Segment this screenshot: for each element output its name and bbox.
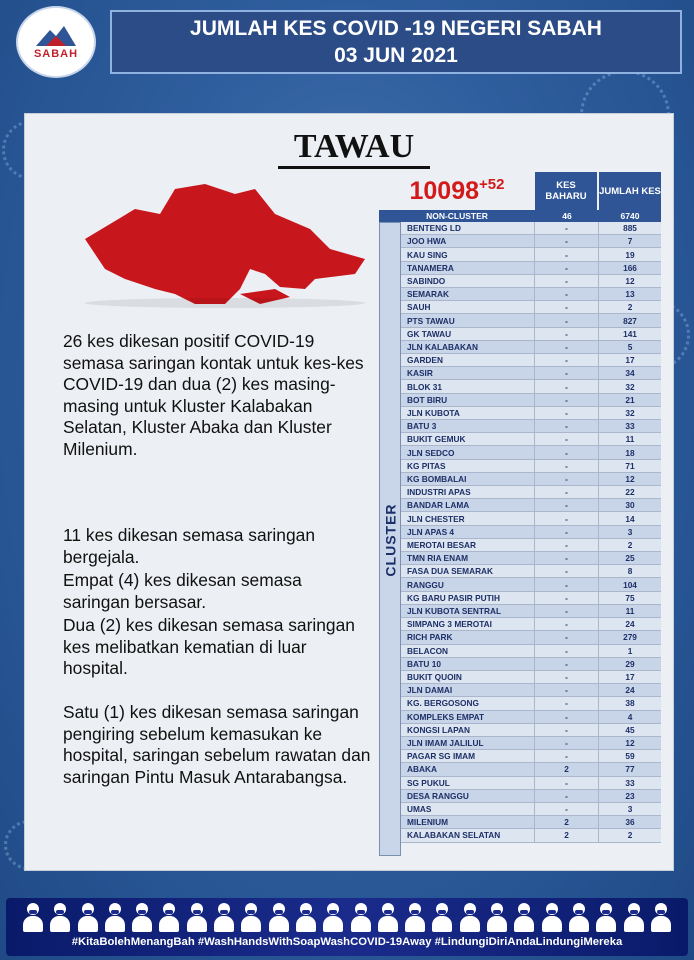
cluster-total: 279 — [623, 632, 637, 643]
cluster-new: - — [535, 341, 599, 353]
cluster-total: 885 — [623, 223, 637, 234]
cluster-total: 24 — [625, 685, 635, 696]
summary-paragraph: Empat (4) kes dikesan semasa saringan bersasar. — [63, 570, 302, 612]
table-row — [401, 288, 661, 301]
table-row — [401, 235, 661, 248]
cluster-new: - — [535, 658, 599, 670]
table-row — [401, 658, 661, 671]
cluster-new: - — [535, 288, 599, 300]
cluster-name: JLN APAS 4 — [401, 526, 535, 538]
cluster-name: TANAMERA — [401, 262, 535, 274]
person-icon — [623, 902, 645, 932]
cluster-new: - — [535, 499, 599, 511]
cluster-total: 19 — [625, 249, 635, 260]
table-row — [401, 222, 661, 235]
cluster-total: 12 — [625, 738, 635, 749]
cluster-new: - — [535, 433, 599, 445]
cluster-total: 59 — [625, 751, 635, 762]
person-icon — [104, 902, 126, 932]
person-icon — [459, 902, 481, 932]
table-row — [401, 446, 661, 459]
person-icon — [377, 902, 399, 932]
non-cluster-row — [379, 210, 661, 222]
person-icon — [186, 902, 208, 932]
cluster-total: 36 — [625, 817, 635, 828]
table-row — [401, 777, 661, 790]
table-row — [401, 512, 661, 525]
cluster-new: - — [535, 446, 599, 458]
cluster-name: SABINDO — [401, 275, 535, 287]
cluster-name: BATU 3 — [401, 420, 535, 432]
cluster-total: 38 — [625, 698, 635, 709]
footer-banner — [6, 898, 688, 956]
cluster-total: 11 — [625, 605, 635, 616]
table-row — [401, 552, 661, 565]
table-row — [401, 711, 661, 724]
cluster-new: - — [535, 790, 599, 802]
cluster-label: CLUSTER — [383, 503, 399, 577]
cluster-new: - — [535, 380, 599, 392]
people-illustration — [22, 902, 672, 934]
cluster-new: - — [535, 684, 599, 696]
cluster-name: BOT BIRU — [401, 394, 535, 406]
person-icon — [295, 902, 317, 932]
cluster-new: - — [535, 539, 599, 551]
person-icon — [158, 902, 180, 932]
cluster-new: - — [535, 367, 599, 379]
cluster-total: 166 — [623, 262, 637, 273]
sabah-logo — [16, 6, 96, 78]
table-row — [401, 724, 661, 737]
cluster-side-bar — [379, 222, 401, 856]
cluster-total: 25 — [625, 553, 635, 564]
table-row — [401, 499, 661, 512]
person-icon — [268, 902, 290, 932]
table-row — [401, 645, 661, 658]
person-icon — [77, 902, 99, 932]
cluster-new: - — [535, 724, 599, 736]
cluster-new: - — [535, 301, 599, 313]
cluster-new: - — [535, 750, 599, 762]
sabah-mountain-icon — [34, 24, 78, 48]
cluster-total: 12 — [625, 473, 635, 484]
cluster-name: JLN KUBOTA — [401, 407, 535, 419]
table-row — [401, 407, 661, 420]
new-count: +52 — [479, 176, 505, 193]
cluster-new: - — [535, 578, 599, 590]
person-icon — [513, 902, 535, 932]
cluster-name: ABAKA — [401, 763, 535, 775]
table-row — [401, 526, 661, 539]
cluster-table — [401, 222, 661, 843]
cluster-total: 13 — [625, 289, 635, 300]
cluster-name: BLOK 31 — [401, 380, 535, 392]
cluster-total: 17 — [625, 672, 635, 682]
cluster-total: 7 — [627, 236, 633, 247]
tawau-map-icon — [65, 179, 365, 309]
cluster-total: 29 — [625, 658, 635, 669]
cluster-name: JLN CHESTER — [401, 512, 535, 524]
cluster-total: 75 — [625, 592, 635, 603]
cluster-name: GARDEN — [401, 354, 535, 366]
cluster-total: 33 — [625, 777, 635, 788]
cluster-total: 8 — [627, 566, 633, 577]
cluster-new: - — [535, 777, 599, 789]
table-row — [401, 473, 661, 486]
cluster-new: - — [535, 618, 599, 630]
cluster-total: 45 — [625, 724, 635, 735]
cluster-name: KG BOMBALAI — [401, 473, 535, 485]
cluster-name: BATU 10 — [401, 658, 535, 670]
table-row — [401, 750, 661, 763]
cluster-total: 17 — [625, 355, 635, 366]
cluster-total: 22 — [625, 487, 635, 498]
cluster-new: 2 — [535, 763, 599, 775]
person-icon — [595, 902, 617, 932]
cluster-new: - — [535, 552, 599, 564]
person-icon — [22, 902, 44, 932]
page-header — [110, 10, 682, 74]
cluster-new: - — [535, 605, 599, 617]
cluster-total: 4 — [627, 711, 633, 722]
table-row — [401, 367, 661, 380]
cluster-total: 3 — [627, 526, 633, 537]
cluster-total: 21 — [625, 394, 635, 405]
cluster-new: - — [535, 354, 599, 366]
cluster-name: GK TAWAU — [401, 328, 535, 340]
cluster-name: BANDAR LAMA — [401, 499, 535, 511]
person-icon — [322, 902, 344, 932]
cluster-new: - — [535, 565, 599, 577]
cluster-new: - — [535, 248, 599, 260]
cluster-name: BUKIT QUOIN — [401, 671, 535, 683]
report-panel — [24, 113, 674, 871]
cluster-name: SEMARAK — [401, 288, 535, 300]
table-row — [401, 671, 661, 684]
cluster-total: 104 — [623, 579, 637, 590]
person-icon — [131, 902, 153, 932]
summary-paragraph: Satu (1) kes dikesan semasa saringan pengiring sebelum kemasukan ke hospital, saringan sebelum rawatan dan saringan Pintu Masuk Antarabangsa. — [63, 702, 371, 787]
table-row — [401, 605, 661, 618]
table-row — [401, 262, 661, 275]
table-row — [401, 816, 661, 829]
cluster-name: BENTENG LD — [401, 222, 535, 234]
cluster-name: TMN RIA ENAM — [401, 552, 535, 564]
report-date: 03 JUN 2021 — [334, 44, 458, 67]
logo-text: SABAH — [33, 48, 79, 60]
person-icon — [49, 902, 71, 932]
table-row — [401, 592, 661, 605]
cluster-total: 34 — [625, 368, 635, 379]
person-icon — [568, 902, 590, 932]
cluster-name: KOMPLEKS EMPAT — [401, 711, 535, 723]
cluster-name: KG. BERGOSONG — [401, 697, 535, 709]
cluster-new: - — [535, 460, 599, 472]
cluster-total: 2 — [627, 830, 633, 841]
col-header-new: KES BAHARU — [535, 172, 597, 210]
cluster-total: 12 — [625, 275, 635, 286]
table-row — [401, 803, 661, 816]
cluster-total: 1 — [627, 645, 633, 656]
cluster-total: 24 — [625, 619, 635, 630]
summary-paragraph: Dua (2) kes dikesan semasa saringan kes melibatkan kematian di luar hospital. — [63, 615, 355, 679]
cluster-name: KG PITAS — [401, 460, 535, 472]
cluster-total: 141 — [623, 328, 637, 339]
cluster-new: - — [535, 262, 599, 274]
cluster-total: 5 — [627, 341, 633, 352]
cluster-new: - — [535, 671, 599, 683]
cluster-new: - — [535, 711, 599, 723]
cluster-name: BELACON — [401, 645, 535, 657]
cluster-name: PAGAR SG IMAM — [401, 750, 535, 762]
hashtags: #KitaBolehMenangBah #WashHandsWithSoapWashCOVID-19Away #LindungiDiriAndaLindungiMereka — [71, 936, 623, 948]
table-row — [401, 790, 661, 803]
summary-paragraph: 11 kes dikesan semasa saringan bergejala. — [63, 525, 315, 567]
cluster-total: 32 — [625, 381, 635, 392]
table-row — [401, 539, 661, 552]
cluster-name: KAU SING — [401, 248, 535, 260]
cluster-name: JLN KALABAKAN — [401, 341, 535, 353]
cluster-new: - — [535, 235, 599, 247]
cluster-name: MILENIUM — [401, 816, 535, 828]
cluster-new: - — [535, 737, 599, 749]
table-row — [401, 420, 661, 433]
cumulative-count: 10098 — [409, 177, 480, 205]
cluster-new: - — [535, 645, 599, 657]
cluster-new: 2 — [535, 816, 599, 828]
table-row — [401, 301, 661, 314]
table-row — [401, 314, 661, 327]
non-cluster-label: NON-CLUSTER — [426, 211, 488, 221]
table-row — [401, 354, 661, 367]
cluster-name: RANGGU — [401, 578, 535, 590]
table-row — [401, 737, 661, 750]
table-row — [401, 248, 661, 261]
cluster-name: RICH PARK — [401, 631, 535, 643]
person-icon — [240, 902, 262, 932]
table-row — [401, 380, 661, 393]
cluster-total: 32 — [625, 407, 635, 418]
person-icon — [213, 902, 235, 932]
cluster-new: - — [535, 275, 599, 287]
table-row — [401, 460, 661, 473]
table-row — [401, 684, 661, 697]
cluster-name: JLN IMAM JALILUL — [401, 737, 535, 749]
cluster-name: KONGSI LAPAN — [401, 724, 535, 736]
cluster-name: JLN SEDCO — [401, 446, 535, 458]
table-row — [401, 697, 661, 710]
person-icon — [541, 902, 563, 932]
table-row — [401, 328, 661, 341]
cluster-new: - — [535, 420, 599, 432]
cluster-name: UMAS — [401, 803, 535, 815]
cluster-total: 18 — [625, 447, 635, 458]
cluster-name: SG PUKUL — [401, 777, 535, 789]
table-row — [401, 394, 661, 407]
non-cluster-total: 6740 — [620, 211, 640, 221]
cluster-name: FASA DUA SEMARAK — [401, 565, 535, 577]
cluster-total: 14 — [625, 513, 635, 524]
cluster-name: BUKIT GEMUK — [401, 433, 535, 445]
cluster-total: 2 — [627, 302, 633, 313]
summary-paragraph: 26 kes dikesan positif COVID-19 semasa saringan kontak untuk kes-kes COVID-19 dan dua (2) kes masing-masing untuk Kluster Kalabakan Selatan, Kluster Abaka dan Kluster Milenium. — [63, 331, 364, 459]
person-icon — [404, 902, 426, 932]
table-row — [401, 829, 661, 842]
cluster-name: KASIR — [401, 367, 535, 379]
cluster-total: 71 — [625, 460, 635, 471]
cluster-total: 2 — [627, 539, 633, 550]
cluster-new: - — [535, 314, 599, 326]
cluster-name: SIMPANG 3 MEROTAI — [401, 618, 535, 630]
cluster-new: 2 — [535, 829, 599, 841]
cluster-new: - — [535, 526, 599, 538]
cluster-name: JOO HWA — [401, 235, 535, 247]
person-icon — [350, 902, 372, 932]
cluster-total: 3 — [627, 804, 633, 815]
cluster-total: 827 — [623, 315, 637, 326]
cluster-new: - — [535, 328, 599, 340]
cluster-new: - — [535, 407, 599, 419]
cluster-new: - — [535, 803, 599, 815]
table-row — [401, 433, 661, 446]
cluster-name: KALABAKAN SELATAN — [401, 829, 535, 841]
person-icon — [486, 902, 508, 932]
person-icon — [431, 902, 453, 932]
cluster-total: 11 — [625, 434, 635, 445]
cluster-name: INDUSTRI APAS — [401, 486, 535, 498]
cluster-name: JLN DAMAI — [401, 684, 535, 696]
cluster-new: - — [535, 631, 599, 643]
cluster-total: 33 — [625, 421, 635, 432]
cluster-new: - — [535, 473, 599, 485]
cluster-new: - — [535, 486, 599, 498]
cluster-total: 30 — [625, 500, 635, 511]
person-icon — [650, 902, 672, 932]
cluster-name: JLN KUBOTA SENTRAL — [401, 605, 535, 617]
cluster-name: KG BARU PASIR PUTIH — [401, 592, 535, 604]
col-header-total: JUMLAH KES — [599, 172, 661, 210]
cluster-name: PTS TAWAU — [401, 314, 535, 326]
table-row — [401, 763, 661, 776]
table-row — [401, 341, 661, 354]
total-cases — [383, 176, 531, 206]
cluster-name: DESA RANGGU — [401, 790, 535, 802]
cluster-total: 23 — [625, 790, 635, 801]
non-cluster-new: 46 — [562, 211, 572, 221]
cluster-new: - — [535, 512, 599, 524]
cluster-name: SAUH — [401, 301, 535, 313]
table-row — [401, 618, 661, 631]
page-title: JUMLAH KES COVID -19 NEGERI SABAH — [190, 17, 602, 40]
cluster-new: - — [535, 222, 599, 234]
table-row — [401, 631, 661, 644]
cluster-new: - — [535, 697, 599, 709]
cluster-new: - — [535, 394, 599, 406]
cluster-name: MEROTAI BESAR — [401, 539, 535, 551]
cluster-new: - — [535, 592, 599, 604]
district-title: TAWAU — [278, 129, 430, 169]
table-row — [401, 565, 661, 578]
table-row — [401, 275, 661, 288]
table-row — [401, 578, 661, 591]
table-row — [401, 486, 661, 499]
cluster-total: 77 — [625, 764, 635, 775]
